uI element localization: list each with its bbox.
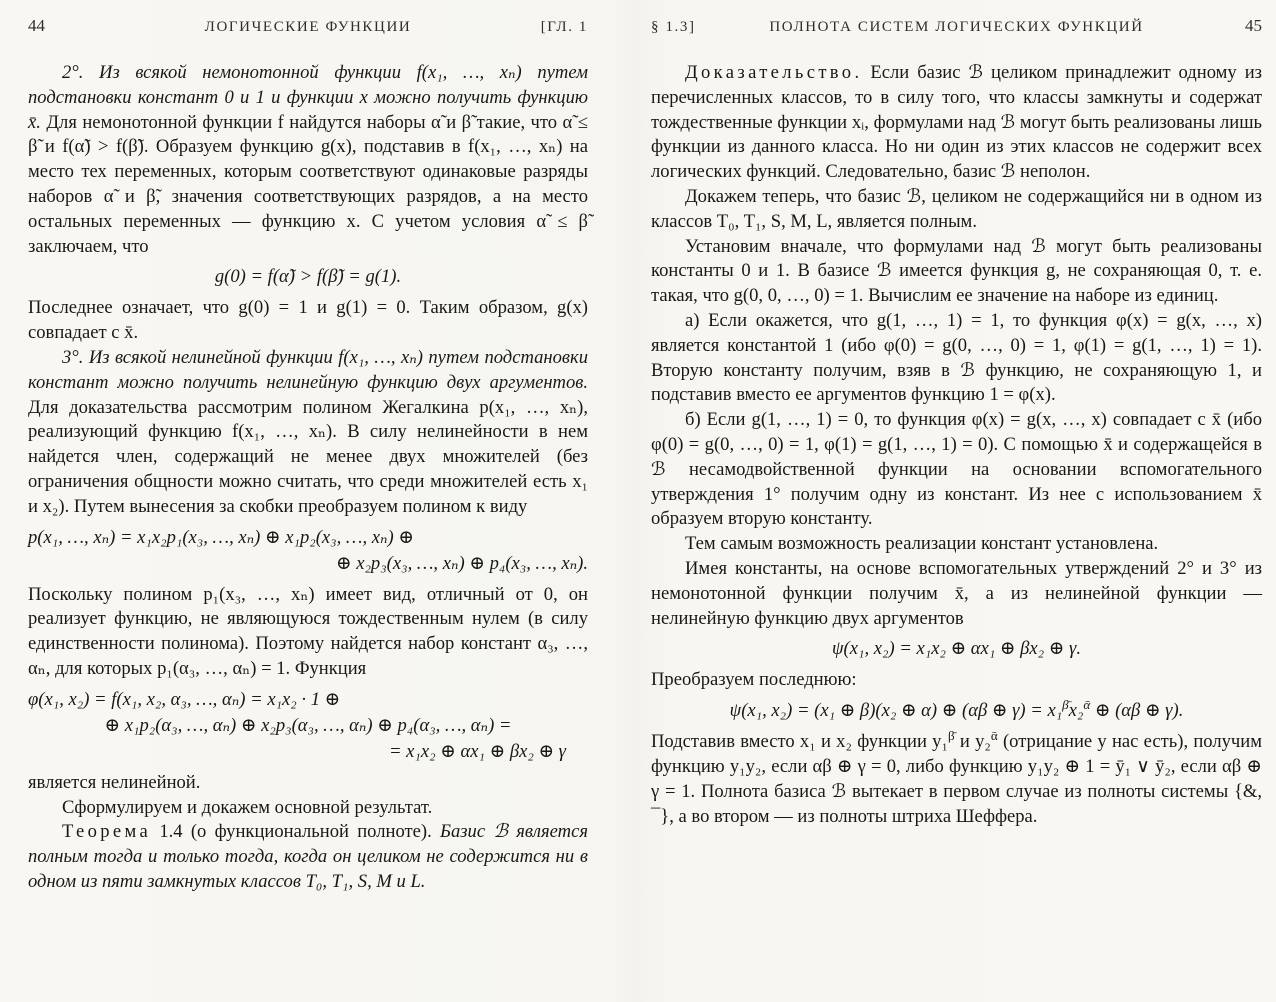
text-run: Имея константы, на основе вспомогательных утверждений 2° и 3° из немонотонной функции получим x̄, а из нелинейной функции — нелинейную функцию двух аргументов [651,557,1262,629]
chapter-ref: [ГЛ. 1 [540,19,588,35]
text-run: 3°. [62,346,89,368]
formula-line [28,525,588,551]
section-ref: § 1.3] [651,19,696,35]
paragraph [28,820,588,894]
paragraph [651,309,1262,408]
text-run: ψ(x₁, x₂) = x₁x₂ ⊕ αx₁ ⊕ βx₂ ⊕ γ. [831,638,1081,660]
text-run: Теорема [62,821,152,843]
text-run: Доказательство. [685,62,863,83]
running-title-right: ПОЛНОТА СИСТЕМ ЛОГИЧЕСКИХ ФУНКЦИЙ [769,19,1144,35]
text-run: Последнее означает, что g(0) = 1 и g(1) = 0. Таким образом, g(x) совпадает с x̄. [28,297,588,344]
text-run: Из всякой нелинейной функции f(x₁, …, xₙ) путем подстановки констант можно получить нелинейную функцию двух аргументов. [28,346,589,393]
page-number-left: 44 [28,16,45,35]
paragraph [28,771,588,796]
paragraph [651,532,1262,557]
text-run: p(x₁, …, xₙ) = x₁x₂p₁(x₃, …, xₙ) ⊕ x₁p₂(x₃, …, xₙ) ⊕ [28,526,414,548]
text-run: Поскольку полином p₁(x₃, …, xₙ) имеет вид, отличный от 0, он реализует функцию, не являющуюся тождественным нулем (в силу единственности полинома). Поэтому найдется набор констант α₃, …, αₙ, для которых p₁(α₃, …, αₙ) = 1. Функция [28,583,588,679]
page-45 [638,0,1276,1002]
text-run: ⊕ (αβ ⊕ γ). [1090,700,1184,722]
formula-line [28,687,588,713]
paragraph [651,557,1262,631]
text-run: = x₁x₂ ⊕ αx₁ ⊕ βx₂ ⊕ γ [388,740,566,762]
text-run: б) Если g(1, …, 1) = 0, то функция φ(x) = g(x, …, x) совпадает с x̄ (ибо φ(0) = g(0, …, 0) = 1, φ(1) = g(1, …, 1) = 0). С помощью x̄ и содержащейся в ℬ несамодвойственной функции на основании вспомогательного утверждения 1° получим одну из констант. Из нее с использованием x̄ образуем вторую константу. [651,409,1262,530]
page-45-body [651,61,1262,829]
formula-line [28,739,588,765]
text-run: Базис ℬ является полным тогда и только тогда, когда он целиком не содержится ни в одном из пяти замкнутых классов T₀, T₁, S, M и L. [28,821,588,892]
text-run: 2°. [62,62,100,83]
formula-line [651,698,1262,724]
paragraph [651,235,1262,309]
text-run: Из всякой немонотонной функции f(x₁, …, xₙ) путем подстановки констант 0 и 1 и функции x можно получить функцию x̄. [28,62,588,133]
text-run: Докажем теперь, что базис ℬ, целиком не содержащийся ни в одном из классов T₀, T₁, S, M, L, является полным. [651,185,1262,232]
superscript-run: β̄ [1062,696,1069,712]
paragraph [28,296,588,346]
paragraph [28,796,588,821]
paragraph [651,727,1263,829]
paragraph [651,408,1262,532]
text-run: является нелинейной. [28,771,201,793]
display-formula [651,636,1262,662]
paragraph [651,61,1262,185]
paragraph [651,185,1262,235]
text-run: ⊕ x₂p₃(x₃, …, xₙ) ⊕ p₄(x₃, …, xₙ). [335,552,588,574]
paragraph [28,346,588,520]
text-run: и y₂ [954,731,991,753]
text-run: ⊕ x₁p₂(α₃, …, αₙ) ⊕ x₂p₃(α₃, …, αₙ) ⊕ p₄(α₃, …, αₙ) = [104,714,512,736]
text-run: ψ(x₁, x₂) = (x₁ ⊕ β)(x₂ ⊕ α) ⊕ (αβ ⊕ γ) = x₁ [729,700,1063,722]
display-formula [28,264,588,290]
text-run: Преобразуем последнюю: [651,669,857,691]
text-run: 1.4 (о функциональной полноте). [151,821,440,843]
paragraph [28,583,588,682]
text-run: g(0) = f(α̃) > f(β̃) = g(1). [214,266,402,288]
text-run: Тем самым возможность реализации констант установлена. [685,533,1159,555]
text-run: Для доказательства рассмотрим полином Жегалкина p(x₁, …, xₙ), реализующий функцию f(x₁, …, xₙ). В силу нелинейности в нем найдется член, содержащий не менее двух множителей (без ограничения общности можно считать, что среди множителей есть x₁ и x₂). Путем вынесения за скобки преобразуем полином к виду [28,396,588,517]
text-run: а) Если окажется, что g(1, …, 1) = 1, то функция φ(x) = g(x, …, x) является константой 1 (ибо φ(0) = g(0, …, 0) = 1, φ(1) = g(1, …, 1) = 1). Вторую константу получим, взяв в ℬ функцию, не сохраняющую 1, и подставив вместо ее аргументов функцию 1 = φ(x). [651,309,1262,406]
text-run: Сформулируем и докажем основной результат. [62,796,433,818]
display-formula [28,687,588,765]
formula-line [28,551,588,577]
formula-line [651,636,1262,662]
page-44-header [28,16,588,36]
text-run: Если базис ℬ целиком принадлежит одному из перечисленных классов, то в силу того, что классы замкнуты и содержат тождественные функции xᵢ, формулами над ℬ могут быть реализованы лишь функции из данного класса. Но ни один из этих классов не содержит всех логических функций. Следовательно, базис ℬ неполон. [651,62,1262,183]
paragraph [651,668,1262,693]
superscript-run: ᾱ [1083,696,1091,712]
paragraph [28,61,588,259]
text-run: (отрицание у нас есть), получим функцию y₁y₂, если αβ ⊕ γ = 0, либо функцию y₁y₂ ⊕ 1 = ȳ₁ ∨ ȳ₂, если αβ ⊕ γ = 1. Полнота базиса ℬ вытекает в первом случае из полноты системы {&, ¯}, а во втором — из полноты штриха Шеффера. [651,731,1263,827]
page-44-body [28,61,588,895]
text-run: φ(x₁, x₂) = f(x₁, x₂, α₃, …, αₙ) = x₁x₂ · 1 ⊕ [28,688,341,710]
superscript-run: ᾱ [990,727,998,743]
text-run: Установим вначале, что формулами над ℬ могут быть реализованы константы 0 и 1. В базисе ℬ имеется функция g, не сохраняющая 0, т. е. такая, что g(0, 0, …, 0) = 1. Вычислим ее значение на наборе из единиц. [651,235,1262,307]
running-title-left: ЛОГИЧЕСКИЕ ФУНКЦИИ [204,19,412,35]
display-formula [28,525,588,577]
page-number-right: 45 [1245,16,1262,35]
formula-line [28,713,588,739]
text-run: Подставив вместо x₁ и x₂ функции y₁ [651,731,948,753]
formula-line [28,264,588,290]
superscript-run: β̄ [947,727,955,743]
page-45-header [651,16,1262,36]
text-run: Для немонотонной функции f найдутся наборы α̃ и β̃ такие, что α̃ ≤ β̃ и f(α̃) > f(β̃). Образуем функцию g(x), подставив в f(x₁, …, xₙ) на место тех переменных, которым соответствуют одинаковые разряды наборов α̃ и β̃, значения соответствующих разрядов, а на место остальных переменных — функцию x. С учетом условия α̃ ≤ β̃ заключаем, что [28,111,588,257]
text-run: x₂ [1068,700,1084,722]
display-formula [651,698,1262,724]
